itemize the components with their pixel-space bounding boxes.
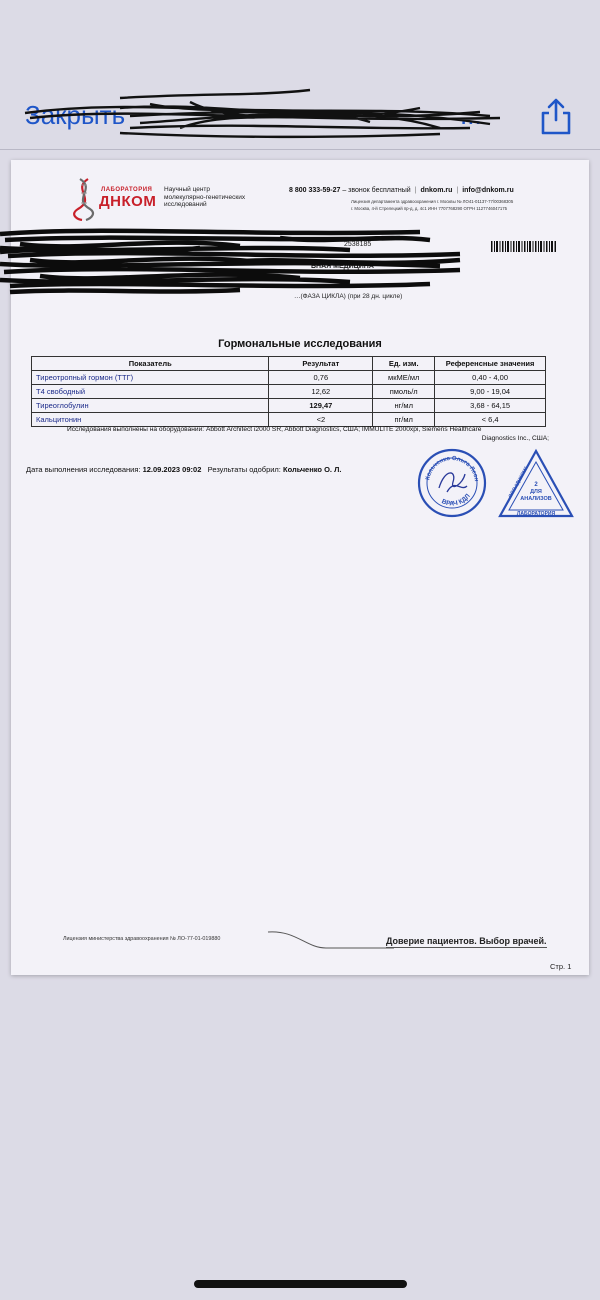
header-result: Результат [269, 357, 373, 371]
approved-value: Кольченко О. Л. [283, 465, 342, 474]
row-unit: пг/мл [373, 413, 435, 427]
cycle-phase-fragment: …(ФАЗА ЦИКЛА) (при 28 дн. цикле) [294, 293, 403, 300]
logo-lab-name: ДНКОМ [99, 193, 157, 210]
document-page [11, 160, 589, 975]
close-button[interactable]: Закрыть [25, 100, 126, 130]
svg-text:ООО "ДНКОМ": ООО "ДНКОМ" [508, 466, 530, 499]
referrer-fragment: ЬНАЯ МЕДИЦИНА [311, 263, 374, 270]
row-indicator: Кальцитонин [32, 413, 269, 427]
order-number-fragment: 2538185 [344, 241, 372, 248]
row-result: 129,47 [269, 399, 373, 413]
svg-text:2: 2 [534, 482, 538, 488]
date-value: 12.09.2023 09:02 [142, 465, 202, 474]
table-header-row [32, 357, 546, 371]
approval-line [26, 465, 341, 474]
row-reference: 9,00 - 19,04 [435, 385, 546, 399]
row-indicator: Тиреотропный гормон (ТТГ) [32, 371, 269, 385]
redaction-scribble [20, 78, 540, 158]
row-result: <2 [269, 413, 373, 427]
dna-logo-icon [68, 177, 100, 221]
date-label: Дата выполнения исследования: [26, 465, 141, 474]
table-row [32, 385, 546, 399]
row-result: 0,76 [269, 371, 373, 385]
row-indicator: T4 свободный [32, 385, 269, 399]
svg-text:ДЛЯ: ДЛЯ [530, 489, 542, 495]
doctor-stamp [417, 448, 487, 518]
svg-text:ЛАБОРАТОРИЯ: ЛАБОРАТОРИЯ [516, 511, 556, 517]
approved-label: Результаты одобрил: [207, 465, 281, 474]
footer-decoration [266, 928, 396, 952]
svg-text:ВРАЧ КДЛ: ВРАЧ КДЛ [440, 492, 472, 508]
footer-slogan: Доверие пациентов. Выбор врачей. [386, 936, 547, 946]
row-result: 12,62 [269, 385, 373, 399]
document-title: ... [460, 100, 482, 130]
home-indicator[interactable] [194, 1280, 407, 1288]
row-reference: 0,40 - 4,00 [435, 371, 546, 385]
row-reference: 3,68 - 64,15 [435, 399, 546, 413]
row-unit: мкМЕ/мл [373, 371, 435, 385]
logo-lab-label: ЛАБОРАТОРИЯ [101, 187, 153, 193]
contact-line: 8 800 333-59-27 – звонок бесплатный | dnkom.ru | info@dnkom.ru [289, 187, 514, 194]
row-unit: нг/мл [373, 399, 435, 413]
table-row [32, 399, 546, 413]
table-row [32, 371, 546, 385]
barcode [491, 241, 557, 252]
email-link[interactable]: info@dnkom.ru [462, 187, 514, 194]
phone-number[interactable]: 8 800 333-59-27 [289, 187, 341, 194]
site-link[interactable]: dnkom.ru [420, 187, 453, 194]
header-indicator: Показатель [32, 357, 269, 371]
results-table [31, 356, 546, 427]
license-info: Лицензия департамента здравоохранения г. Москвы № ЛО41-01137-77/00368305 г. Москва, 4-й Стрелецкий пр-д, д. 4с1 ИНН 7707768290 ОГРН 1127746047175 [351, 199, 514, 211]
equipment-note: Исследования выполнены на оборудовании: Abbott Architect i2000 SR, Abbott Diagnostics, США; IMMULITE 2000xpi, Siemens Healthcare Diagnostics Inc., США; [67, 426, 549, 442]
footer-license: Лицензия министерства здравоохранения № ЛО-77-01-019880 [63, 936, 221, 942]
patient-data-redaction [0, 226, 470, 311]
row-unit: пмоль/л [373, 385, 435, 399]
svg-text:АНАЛИЗОВ: АНАЛИЗОВ [520, 496, 552, 502]
section-title: Гормональные исследования [218, 338, 382, 350]
viewer-top-bar [0, 0, 600, 150]
laboratory-stamp [497, 448, 575, 520]
row-reference: < 6,4 [435, 413, 546, 427]
table-row [32, 413, 546, 427]
page-number: Стр. 1 [550, 962, 572, 971]
header-unit: Ед. изм. [373, 357, 435, 371]
header-reference: Референсные значения [435, 357, 546, 371]
share-icon[interactable] [538, 96, 574, 136]
svg-text:Кольченко Ольга Леоновна: Кольченко Ольга Леон [425, 455, 479, 482]
row-indicator: Тиреоглобулин [32, 399, 269, 413]
logo-description: Научный центр молекулярно-генетических исследований [164, 186, 246, 208]
